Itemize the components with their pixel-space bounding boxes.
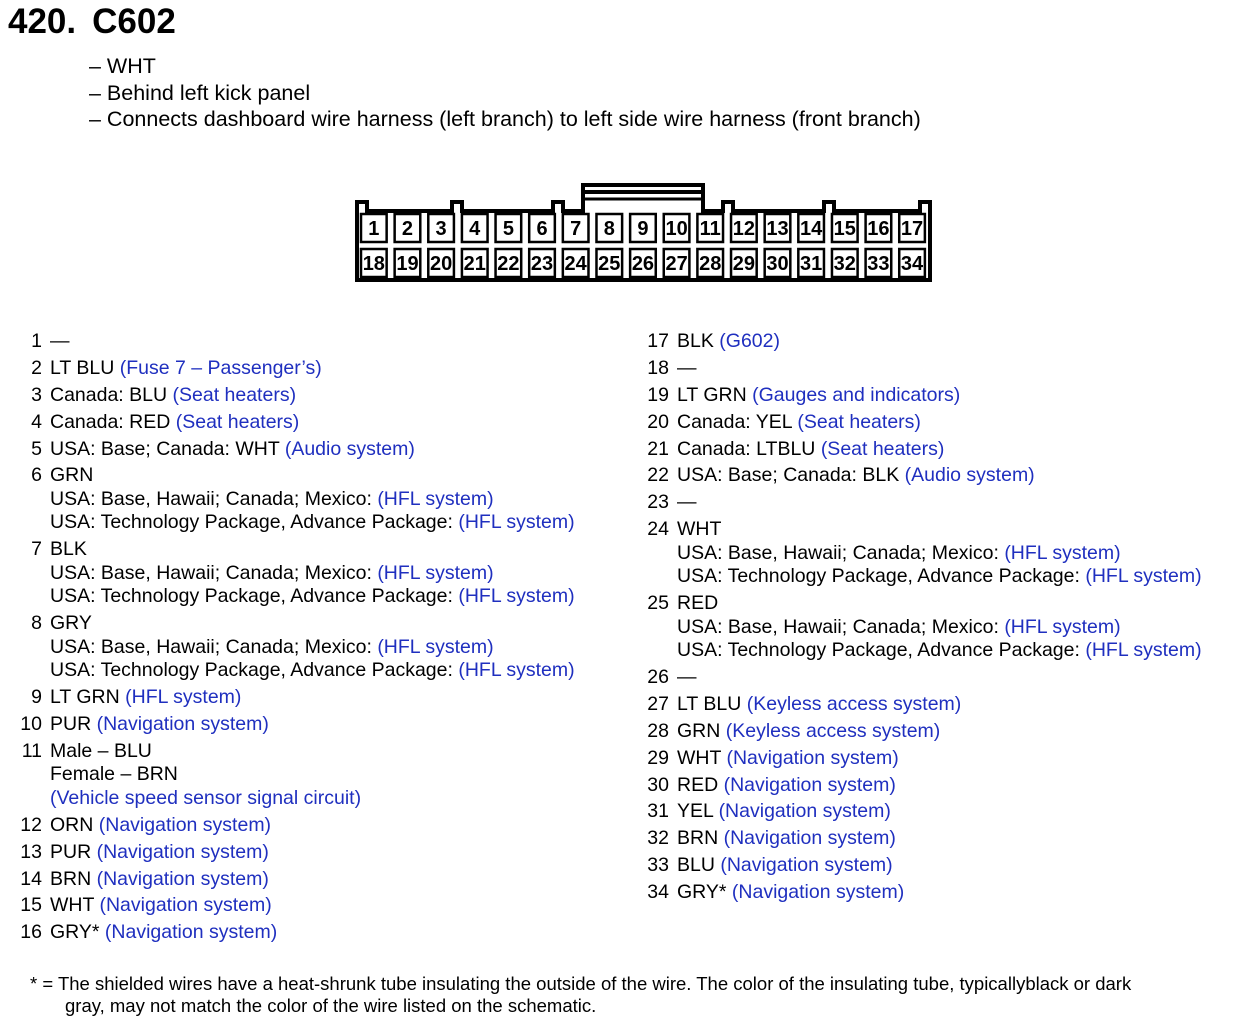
- wire-description: Canada: RED: [50, 410, 176, 433]
- pin-number-label: 7: [31, 538, 42, 561]
- pin-entry: [620, 518, 1246, 589]
- pin-cells: [361, 214, 925, 277]
- connector-diagram: [340, 178, 940, 288]
- pin-description-line: [677, 330, 780, 354]
- pin-description-line: [677, 827, 896, 851]
- system-reference-link[interactable]: (HFL system): [1085, 565, 1202, 588]
- pin-entry: [0, 384, 620, 408]
- wire-description: YEL: [677, 800, 719, 823]
- section-number: 420.: [8, 2, 77, 41]
- pin-number-label: 25: [647, 592, 669, 615]
- system-reference-link[interactable]: (Navigation system): [718, 800, 891, 823]
- wire-description: —: [50, 330, 70, 352]
- pin-description-line: [677, 747, 899, 771]
- wire-description: GRN: [50, 464, 94, 487]
- pin-number: 22: [497, 253, 520, 275]
- pin-description-line: [677, 411, 921, 435]
- wire-description: GRY*: [677, 881, 732, 904]
- pin-entry: [620, 438, 1246, 462]
- pin-entry: [0, 411, 620, 435]
- pin-number: 30: [766, 253, 789, 275]
- pin-number-label: 4: [31, 410, 42, 433]
- pin-entry: [620, 384, 1246, 408]
- pin-number: 33: [867, 253, 890, 275]
- pin-description-line: [677, 639, 1202, 663]
- pin-number-label: 16: [20, 921, 42, 944]
- pin-entry: [0, 713, 620, 737]
- pin-description-line: [50, 921, 277, 945]
- wire-description: LT GRN: [50, 686, 126, 709]
- pin-entry: [0, 868, 620, 892]
- pin-description-line: [677, 774, 896, 798]
- system-reference-link[interactable]: (HFL system): [125, 686, 242, 709]
- pin-number: 6: [536, 218, 548, 240]
- system-reference-link[interactable]: (Audio system): [284, 437, 415, 460]
- wire-description: USA: Base, Hawaii; Canada; Mexico:: [50, 561, 378, 584]
- wire-description: —: [677, 666, 697, 689]
- pin-description-line: [677, 720, 940, 744]
- wire-description: —: [677, 491, 697, 514]
- pin-description-line: [50, 612, 575, 636]
- wire-description: WHT: [677, 746, 727, 769]
- pin-entry: [620, 881, 1246, 905]
- pin-number-label: 2: [31, 356, 42, 379]
- pin-number: 21: [463, 253, 486, 275]
- system-reference-link[interactable]: (G602): [719, 330, 780, 352]
- wire-description: PUR: [50, 840, 97, 863]
- pin-number: 15: [833, 218, 856, 240]
- wire-description: USA: Base, Hawaii; Canada; Mexico:: [677, 541, 1005, 564]
- system-reference-link[interactable]: (Navigation system): [723, 827, 896, 850]
- pin-number-label: 27: [647, 692, 669, 715]
- pin-number-label: 26: [647, 666, 669, 689]
- pin-number: 11: [699, 218, 721, 240]
- pin-description-line: [677, 491, 697, 515]
- pin-number: 32: [833, 253, 856, 275]
- pin-number-label: 5: [31, 437, 42, 460]
- pin-description-line: [677, 357, 697, 381]
- pin-entry: [620, 491, 1246, 515]
- system-reference-link[interactable]: (Gauges and indicators): [752, 383, 961, 406]
- note-connection: – Connects dashboard wire harness (left branch) to left side wire harness (front branch): [89, 107, 921, 131]
- pin-description-line: [50, 562, 575, 586]
- wire-description: USA: Base, Hawaii; Canada; Mexico:: [50, 487, 378, 510]
- pin-number-label: 18: [647, 356, 669, 379]
- pin-number: 8: [603, 218, 615, 240]
- pin-entry: [0, 740, 620, 811]
- pin-description-line: [50, 488, 575, 512]
- pin-entry: [620, 592, 1246, 663]
- pin-entry: [0, 612, 620, 683]
- pin-number-label: 19: [647, 383, 669, 406]
- note-color: – WHT: [89, 54, 156, 78]
- pin-description-line: [50, 841, 269, 865]
- note-location: – Behind left kick panel: [89, 80, 311, 105]
- wire-description: USA: Technology Package, Advance Package:: [50, 659, 459, 682]
- pin-number: 1: [368, 218, 380, 240]
- pin-list-left: [0, 330, 620, 948]
- connector-notes: [89, 53, 921, 133]
- pin-description-line: [677, 800, 891, 824]
- pin-number-label: 10: [20, 713, 42, 736]
- pin-entry: [620, 357, 1246, 381]
- system-reference-link[interactable]: (HFL system): [377, 487, 494, 510]
- pin-description-line: [50, 713, 269, 737]
- system-reference-link[interactable]: (HFL system): [1085, 639, 1202, 662]
- wire-description: USA: Technology Package, Advance Package:: [677, 565, 1086, 588]
- pin-number: 23: [530, 253, 554, 275]
- system-reference-link[interactable]: (Audio system): [904, 464, 1035, 487]
- pin-number: 13: [766, 218, 789, 240]
- pin-number-label: 17: [647, 330, 669, 352]
- pin-entry: [620, 747, 1246, 771]
- pin-number-label: 8: [31, 612, 42, 635]
- pin-description-line: [50, 330, 70, 354]
- wire-description: WHT: [677, 518, 722, 541]
- system-reference-link[interactable]: (Navigation system): [723, 773, 896, 796]
- system-reference-link[interactable]: (HFL system): [1004, 541, 1121, 564]
- pin-entry: [0, 330, 620, 354]
- pin-entry: [0, 538, 620, 609]
- pin-description-line: [677, 384, 960, 408]
- pin-number-label: 30: [647, 773, 669, 796]
- pin-number-label: 22: [647, 464, 669, 487]
- pin-description-line: [677, 518, 1202, 542]
- pin-description-line: [50, 357, 322, 381]
- system-reference-link[interactable]: (HFL system): [458, 511, 575, 534]
- pin-description-line: [50, 538, 575, 562]
- wire-description: BLU: [677, 854, 721, 877]
- pin-entry: [620, 330, 1246, 354]
- wire-description: LT GRN: [677, 383, 753, 406]
- pin-number-label: 14: [20, 867, 42, 890]
- wire-description: —: [677, 356, 697, 379]
- pin-description-line: [50, 659, 575, 683]
- pin-description-line: [677, 464, 1035, 488]
- pin-entry: [620, 800, 1246, 824]
- system-reference-link[interactable]: (Seat heaters): [175, 410, 300, 433]
- pin-number: 24: [564, 253, 587, 275]
- wire-description: GRY: [50, 612, 92, 635]
- pin-number: 27: [665, 253, 688, 275]
- pin-number-label: 6: [31, 464, 42, 487]
- pin-number: 2: [401, 218, 414, 240]
- system-reference-link[interactable]: (HFL system): [458, 659, 575, 682]
- wire-description: Male – BLU: [50, 739, 152, 762]
- pin-number-label: 24: [647, 518, 669, 541]
- pin-entry: [0, 357, 620, 381]
- system-reference-link[interactable]: (Vehicle speed sensor signal circuit): [50, 786, 362, 809]
- wire-description: RED: [677, 773, 724, 796]
- wire-description: BRN: [677, 827, 724, 850]
- pin-entry: [0, 686, 620, 710]
- footnote-line: * = The shielded wires have a heat-shrunk tube insulating the outside of the wire. The color of the insulating tube, typicallyblack or dark: [30, 973, 1132, 994]
- pin-entry: [620, 854, 1246, 878]
- pin-description-line: [50, 740, 361, 764]
- pin-description-line: [50, 763, 361, 787]
- pin-entry: [620, 693, 1246, 717]
- pin-number: 20: [429, 253, 453, 275]
- pin-description-line: [50, 585, 575, 609]
- system-reference-link[interactable]: (HFL system): [1004, 615, 1121, 638]
- pin-description-line: [50, 868, 269, 892]
- system-reference-link[interactable]: (Navigation system): [96, 840, 269, 863]
- wire-description: Canada: YEL: [677, 410, 798, 433]
- pin-number: 10: [665, 218, 688, 240]
- pin-description-line: [50, 384, 296, 408]
- system-reference-link[interactable]: (Navigation system): [96, 867, 269, 890]
- pin-number-label: 34: [647, 881, 669, 904]
- pin-description-line: [677, 854, 893, 878]
- pin-entry: [620, 464, 1246, 488]
- pin-number-label: 13: [20, 840, 42, 863]
- pin-description-line: [50, 686, 241, 710]
- pin-number-label: 29: [647, 746, 669, 769]
- pin-description-line: [50, 438, 415, 462]
- pin-number: 9: [637, 218, 649, 240]
- pin-number: 29: [732, 253, 755, 275]
- pin-entry: [0, 464, 620, 535]
- pin-number: 3: [435, 218, 447, 240]
- pin-entry: [0, 814, 620, 838]
- wire-description: GRY*: [50, 921, 105, 944]
- wire-description: USA: Technology Package, Advance Package:: [50, 511, 459, 534]
- pin-description-line: [50, 636, 575, 660]
- pin-number: 5: [502, 218, 514, 240]
- pin-description-line: [50, 894, 272, 918]
- pin-description-line: [677, 666, 697, 690]
- pin-entry: [0, 841, 620, 865]
- pin-number: 17: [900, 218, 924, 240]
- wire-description: USA: Base; Canada: BLK: [677, 464, 905, 487]
- pin-entry: [620, 720, 1246, 744]
- system-reference-link[interactable]: (Fuse 7 – Passenger’s): [119, 356, 322, 379]
- wire-description: Canada: LTBLU: [677, 437, 821, 460]
- pin-number: 7: [570, 218, 582, 240]
- wire-description: USA: Base, Hawaii; Canada; Mexico:: [50, 635, 378, 658]
- connector-id: C602: [92, 2, 176, 41]
- wire-description: USA: Base, Hawaii; Canada; Mexico:: [677, 615, 1005, 638]
- pin-description-line: [677, 616, 1202, 640]
- pin-number: 26: [631, 253, 655, 275]
- pin-description-line: [50, 814, 271, 838]
- pin-number: 25: [598, 253, 621, 275]
- wire-description: LT BLU: [50, 356, 120, 379]
- pin-entry: [620, 827, 1246, 851]
- pin-description-line: [50, 511, 575, 535]
- pin-number-label: 3: [31, 383, 42, 406]
- pin-number-label: 28: [647, 719, 669, 742]
- pin-number-label: 12: [20, 813, 42, 836]
- wire-description: USA: Technology Package, Advance Package:: [50, 585, 459, 608]
- system-reference-link[interactable]: (Navigation system): [720, 854, 893, 877]
- pin-number-label: 15: [20, 894, 42, 917]
- wire-description: WHT: [50, 894, 100, 917]
- footnote: [30, 973, 1242, 1016]
- pin-entry: [620, 411, 1246, 435]
- pin-number-label: 20: [647, 410, 669, 433]
- wire-description: PUR: [50, 713, 97, 736]
- pin-number: 31: [800, 253, 823, 275]
- system-reference-link[interactable]: (Seat heaters): [820, 437, 945, 460]
- system-reference-link[interactable]: (HFL system): [377, 635, 494, 658]
- pin-entry: [0, 894, 620, 918]
- pin-description-line: [677, 542, 1202, 566]
- system-reference-link[interactable]: (Keyless access system): [746, 692, 962, 715]
- system-reference-link[interactable]: (Seat heaters): [797, 410, 921, 433]
- wire-description: BLK: [677, 330, 720, 352]
- pin-entry: [620, 774, 1246, 798]
- pin-number: 12: [732, 218, 755, 240]
- pin-number: 18: [362, 253, 385, 275]
- wire-description: BRN: [50, 867, 97, 890]
- pin-list-right: [620, 330, 1246, 908]
- system-reference-link[interactable]: (Seat heaters): [172, 383, 297, 406]
- pin-description-line: [677, 693, 961, 717]
- system-reference-link[interactable]: (Keyless access system): [725, 719, 941, 742]
- page-title: [8, 2, 176, 42]
- pin-description-line: [50, 464, 575, 488]
- pin-number-label: 23: [647, 491, 669, 514]
- pin-description-line: [677, 438, 944, 462]
- pin-entry: [0, 921, 620, 945]
- system-reference-link[interactable]: (HFL system): [458, 585, 575, 608]
- pin-number: 19: [396, 253, 419, 275]
- wire-description: USA: Technology Package, Advance Package:: [677, 639, 1086, 662]
- wire-description: BLK: [50, 538, 87, 561]
- footnote-line: gray, may not match the color of the wire listed on the schematic.: [65, 994, 597, 1016]
- system-reference-link[interactable]: (Navigation system): [96, 713, 269, 736]
- pin-number-label: 33: [647, 854, 669, 877]
- wire-description: USA: Base; Canada: WHT: [50, 437, 285, 460]
- pin-number: 14: [800, 218, 823, 240]
- pin-description-line: [50, 411, 299, 435]
- pin-number-label: 1: [31, 330, 42, 352]
- wire-description: RED: [677, 592, 719, 615]
- system-reference-link[interactable]: (Navigation system): [98, 813, 272, 836]
- pin-description-line: [677, 592, 1202, 616]
- wire-description: Female – BRN: [50, 763, 178, 786]
- system-reference-link[interactable]: (Navigation system): [104, 921, 278, 944]
- pin-number-label: 9: [31, 686, 42, 709]
- wire-description: ORN: [50, 813, 99, 836]
- system-reference-link[interactable]: (Navigation system): [731, 881, 905, 904]
- pin-number-label: 31: [647, 800, 669, 823]
- wire-description: GRN: [677, 719, 726, 742]
- wire-description: Canada: BLU: [50, 383, 173, 406]
- wire-description: LT BLU: [677, 692, 747, 715]
- pin-number-label: 11: [21, 739, 42, 762]
- pin-number-label: 21: [647, 437, 669, 460]
- pin-entry: [0, 438, 620, 462]
- pin-description-line: [50, 787, 361, 811]
- pin-number: 28: [699, 253, 722, 275]
- system-reference-link[interactable]: (Navigation system): [99, 894, 272, 917]
- pin-entry: [620, 666, 1246, 690]
- pin-number: 34: [900, 253, 924, 275]
- pin-description-line: [677, 565, 1202, 589]
- pin-number: 16: [867, 218, 890, 240]
- pin-description-line: [677, 881, 904, 905]
- system-reference-link[interactable]: (Navigation system): [726, 746, 899, 769]
- pin-number-label: 32: [647, 827, 669, 850]
- pin-number: 4: [469, 218, 481, 240]
- system-reference-link[interactable]: (HFL system): [377, 561, 494, 584]
